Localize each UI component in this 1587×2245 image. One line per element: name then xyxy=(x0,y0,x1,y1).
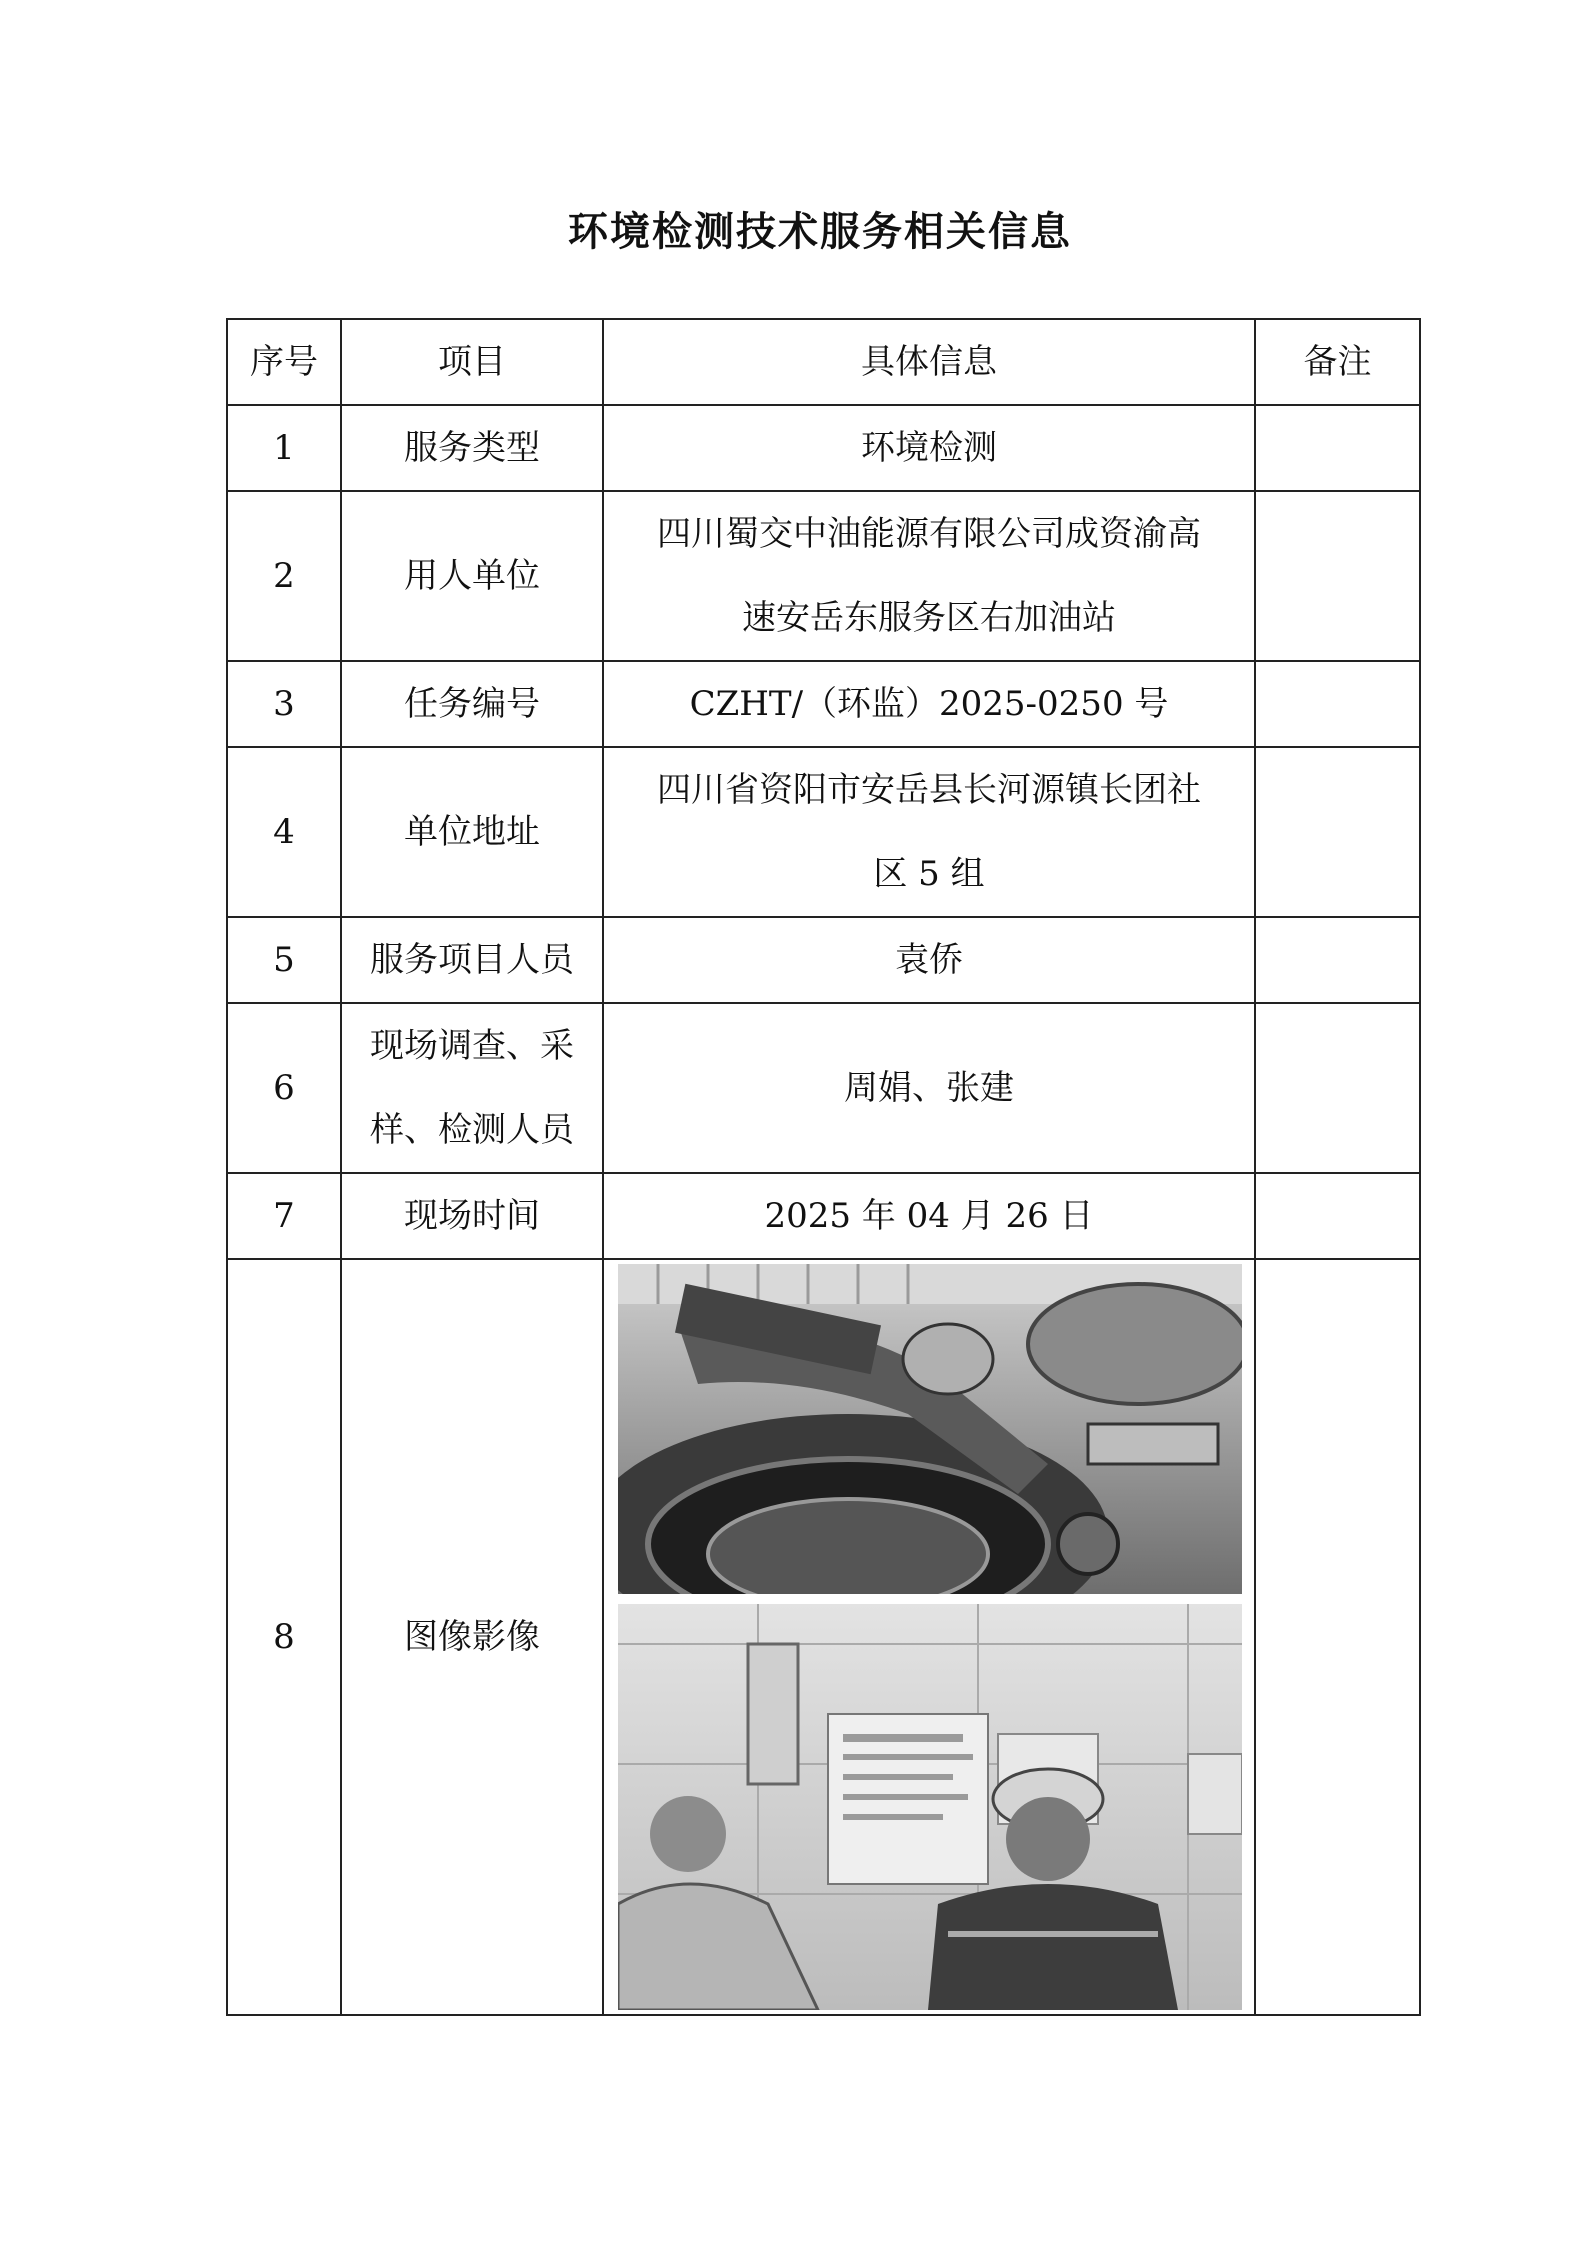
row-remark xyxy=(1255,405,1420,491)
item-line: 现场调查、采 xyxy=(370,1026,574,1066)
row-detail xyxy=(603,491,1255,661)
table-row xyxy=(227,1003,1420,1173)
row-item: 服务类型 xyxy=(341,405,603,491)
row-remark xyxy=(1255,1259,1420,2015)
row-no: 6 xyxy=(227,1003,341,1173)
table-row xyxy=(227,747,1420,917)
row-no: 7 xyxy=(227,1173,341,1259)
table-row xyxy=(227,491,1420,661)
row-detail xyxy=(603,747,1255,917)
header-item: 项目 xyxy=(341,319,603,405)
table-row xyxy=(227,661,1420,747)
row-detail: CZHT/（环监）2025-0250 号 xyxy=(603,661,1255,747)
header-no: 序号 xyxy=(227,319,341,405)
row-no: 3 xyxy=(227,661,341,747)
info-table xyxy=(226,318,1421,2016)
row-item xyxy=(341,1003,603,1173)
row-item: 用人单位 xyxy=(341,491,603,661)
row-remark xyxy=(1255,917,1420,1003)
row-detail-images xyxy=(603,1259,1255,2015)
table-header-row xyxy=(227,319,1420,405)
row-no: 4 xyxy=(227,747,341,917)
header-remark: 备注 xyxy=(1255,319,1420,405)
row-no: 1 xyxy=(227,405,341,491)
row-remark xyxy=(1255,661,1420,747)
detail-line: 区 5 组 xyxy=(873,854,985,894)
row-no: 5 xyxy=(227,917,341,1003)
item-line: 样、检测人员 xyxy=(370,1110,574,1150)
detail-line: 速安岳东服务区右加油站 xyxy=(742,598,1116,638)
row-remark xyxy=(1255,747,1420,917)
table-row xyxy=(227,1259,1420,2015)
table-row xyxy=(227,1173,1420,1259)
header-detail: 具体信息 xyxy=(603,319,1255,405)
row-item: 现场时间 xyxy=(341,1173,603,1259)
page-title: 环境检测技术服务相关信息 xyxy=(568,208,1072,255)
table-row xyxy=(227,917,1420,1003)
row-no: 8 xyxy=(227,1259,341,2015)
row-item: 服务项目人员 xyxy=(341,917,603,1003)
row-item: 任务编号 xyxy=(341,661,603,747)
row-item: 图像影像 xyxy=(341,1259,603,2015)
site-photo-sampling xyxy=(618,1264,1242,1594)
row-item: 单位地址 xyxy=(341,747,603,917)
row-remark xyxy=(1255,1003,1420,1173)
row-detail: 周娟、张建 xyxy=(603,1003,1255,1173)
row-detail: 环境检测 xyxy=(603,405,1255,491)
site-photo-staff xyxy=(618,1604,1242,2010)
row-no: 2 xyxy=(227,491,341,661)
table-row xyxy=(227,405,1420,491)
row-detail: 2025 年 04 月 26 日 xyxy=(603,1173,1255,1259)
row-remark xyxy=(1255,1173,1420,1259)
detail-line: 四川蜀交中油能源有限公司成资渝高 xyxy=(657,514,1201,554)
detail-line: 四川省资阳市安岳县长河源镇长团社 xyxy=(657,770,1201,810)
row-remark xyxy=(1255,491,1420,661)
row-detail: 袁侨 xyxy=(603,917,1255,1003)
